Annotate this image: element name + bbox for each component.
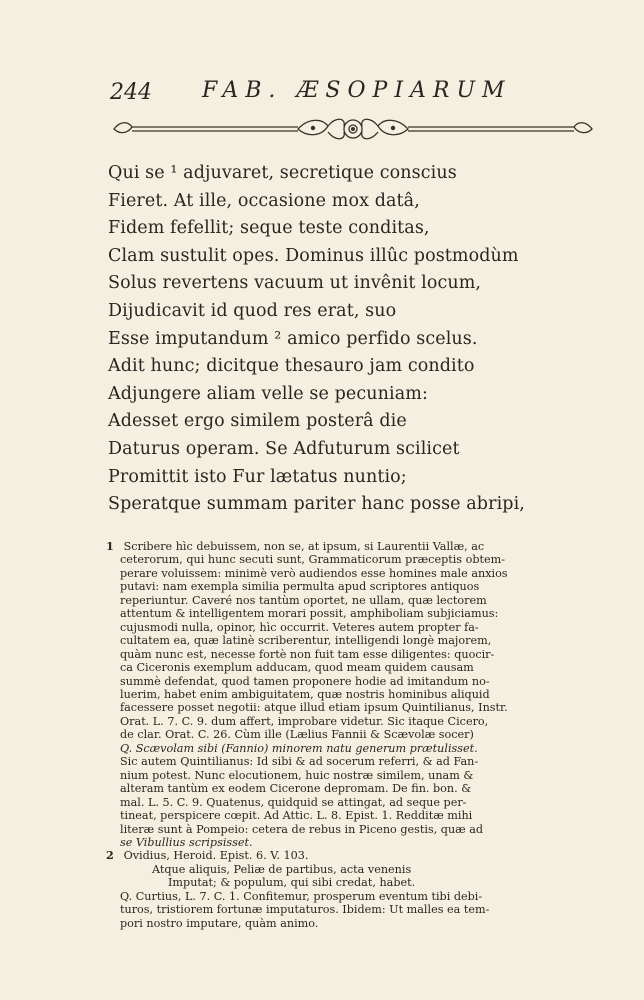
footnote-line: cultatem ea, quæ latinè scriberentur, intelligendi longè majorem, [120,634,492,648]
footnotes [106,540,611,930]
footnote-quote-line: Imputat; & populum, qui sibi credat, habet. [168,876,416,890]
footnote-line: ceterorum, qui hunc secuti sunt, Grammaticorum præceptis obtem- [120,553,506,567]
footnote-line: putavi: nam exempla similia permulta apud scriptores antiquos [120,580,480,594]
verse-line: Adit hunc; dicitque thesauro jam condito [108,356,475,377]
running-header [110,76,540,110]
footnote-number: 2 [106,848,114,863]
footnote-2 [106,849,611,930]
verse-line: Solus revertens vacuum ut invênit locum, [108,273,482,294]
footnote-line: pori nostro imputare, quàm animo. [120,916,319,930]
running-title: FAB. ÆSOPIARUM [202,78,512,103]
footnote-line: turos, tristiorem fortunæ imputaturos. Ibidem: Ut malles ea tem- [120,903,490,917]
verse-line: Fieret. At ille, occasione mox datâ, [108,190,420,211]
verse-line: Clam sustulit opes. Dominus illûc postmodùm [108,245,519,266]
footnote-line: perare voluissem: minimè verò audiendos esse homines male anxios [120,566,508,580]
verse-line: Esse imputandum ² amico perfido scelus. [108,328,478,349]
footnote-line: Q. Scævolam sibi (Fannio) minorem natu generum prætulisset. [120,741,478,755]
page-number: 244 [110,80,152,105]
footnote-line: mal. L. 5. C. 9. Quatenus, quidquid se attingat, ad seque per- [120,795,467,809]
footnote-line: quàm nunc est, necesse fortè non fuit tam esse diligentes: quocir- [120,647,495,661]
verse-line: Qui se ¹ adjuvaret, secretique conscius [108,163,457,183]
footnote-line: nium potest. Nunc elocutionem, huic nostræ similem, unam & [120,768,474,782]
footnote-quote-line: Atque aliquis, Peliæ de partibus, acta venenis [152,862,412,876]
verse-line: Speratque summam pariter hanc posse abripi, [108,494,525,515]
footnote-line: de clar. Orat. C. 26. Cùm ille (Lælius Fannii & Scævolæ socer) [120,728,474,742]
verse-line: Adjungere aliam velle se pecuniam: [108,383,428,404]
footnote-line: luerim, habet enim ambiguitatem, quæ nostris hominibus aliquid [120,687,490,701]
verse-line: Fidem fefellit; seque teste conditas, [108,218,430,239]
footnote-line: literæ sunt à Pompeio: cetera de rebus in Piceno gestis, quæ ad [120,822,484,836]
footnote-line: cujusmodi nulla, opinor, hìc occurrit. Veteres autem propter fa- [120,620,479,634]
footnote-line: attentum & intelligentem morari possit, amphiboliam subjiciamus: [120,607,499,621]
footnote-line: Scribere hìc debuissem, non se, at ipsum, si Laurentii Vallæ, ac [123,540,485,553]
footnote-line: Sic autem Quintilianus: Id sibi & ad socerum referri, & ad Fan- [120,755,479,769]
footnote-line: Ovidius, Heroid. Epist. 6. V. 103. [123,849,309,863]
footnote-line: ca Ciceronis exemplum adducam, quod meam quidem causam [120,661,474,675]
footnote-line: se Vibullius scripsisset. [120,835,253,849]
verse-lines [108,160,538,519]
footnote-line: reperiuntur. Caveré nos tantùm oportet, ne ullam, quæ lectorem [120,593,487,607]
verse-line: Promittit isto Fur lætatus nuntio; [108,466,407,487]
verse-line: Daturus operam. Se Adfuturum scilicet [108,438,460,459]
footnote-1 [106,540,611,849]
footnote-line: tineat, perspicere cœpit. Ad Attic. L. 8. Epist. 1. Redditæ mihi [120,809,473,823]
footnote-line: alteram tantùm ex eodem Cicerone depromam. De fin. bon. & [120,782,472,796]
footnote-line: Orat. L. 7. C. 9. dum affert, improbare videtur. Sic itaque Cicero, [120,714,489,728]
verse-line: Dijudicavit id quod res erat, suo [108,300,397,321]
footnote-line: Q. Curtius, L. 7. C. 1. Confitemur, prosperum eventum tibi debi- [120,889,483,903]
footnote-line: facessere posset negotii: atque illud etiam ipsum Quintilianus, Instr. [120,701,508,715]
footnote-number: 1 [106,539,114,553]
verse-line: Adesset ergo similem posterâ die [108,411,407,432]
decorative-rule-ornament [108,114,598,144]
footnote-line: summè defendat, quod tamen proponere hodie ad imitandum no- [120,674,490,688]
